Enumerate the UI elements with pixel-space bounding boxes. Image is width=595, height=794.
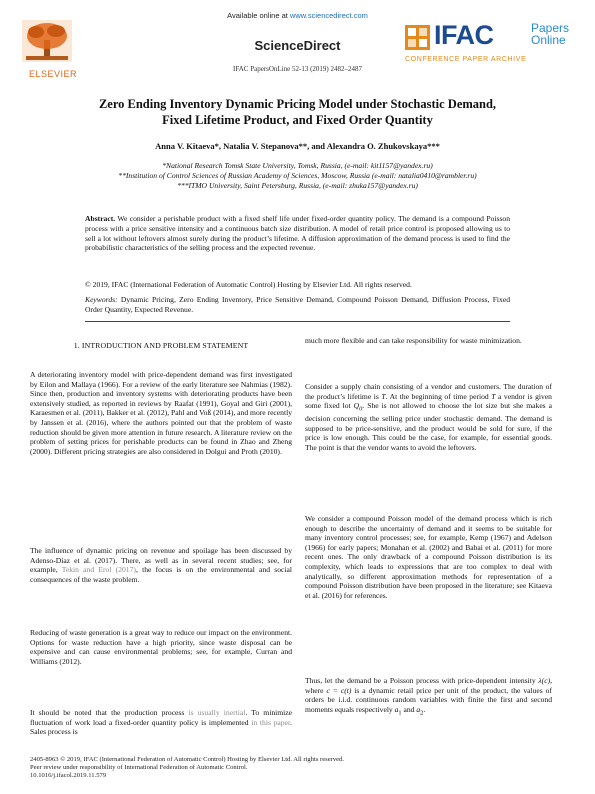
affiliation-2: **Institution of Control Sciences of Russian Academy of Sciences, Moscow, Russia (e-mail: natalia0410@rambler.ru) [118, 171, 477, 180]
highlighted-phrase-1: is usually inertial [188, 708, 246, 717]
left-column [30, 341, 292, 351]
section-heading: 1. INTRODUCTION AND PROBLEM STATEMENT [73, 341, 249, 350]
keywords [85, 295, 510, 315]
footer-peer-review: Peer review under responsibility of International Federation of Automatic Control. [30, 764, 248, 771]
ifac-emblem-icon [405, 25, 430, 50]
footer-copyright: 2405-8963 © 2019, IFAC (International Federation of Automatic Control) Hosting by Elsevier Ltd. All rights reserved. [30, 756, 345, 763]
keywords-text: Dynamic Pricing, Zero Ending Inventory, Price Sensitive Demand, Compound Poisson Demand, Diffusion Process, Fixed Order Quantity, Expected Revenue. [85, 295, 510, 314]
paper-title: Zero Ending Inventory Dynamic Pricing Model under Stochastic Demand, Fixed Lifetime Product, and Fixed Order Quantity [98, 97, 497, 127]
abstract-divider [85, 321, 510, 322]
footer-doi[interactable]: 10.1016/j.ifacol.2019.11.579 [30, 772, 107, 779]
left-paragraph-3: Reducing of waste generation is a great way to reduce our impact on the environment. Options for waste reduction have a high priority, since waste disposal can be expensive and can cause environmental problems; see, for example, Curran and Williams (2012). [30, 628, 292, 666]
abstract-text: We consider a perishable product with a fixed shelf life under fixed-order quantity policy. The demand is a compound Poisson process with a price sensitive intensity and a continuous batch size distribution. A model of retail price control is proposed allowing us to sell a lot without leftovers almost surely during the product’s lifetime. A diffusion approximation of the demand process is used to find the probabilistic characteristics of the selling process and the expected revenue. [85, 214, 510, 253]
keywords-label: Keywords: [85, 295, 118, 304]
available-online-line: Available online at www.sciencedirect.com [227, 11, 368, 20]
right-paragraph-3: Thus, let the demand be a Poisson process with price-dependent intensity λ(c), where c = c(t) is a dynamic retail price per unit of the product, the values of orders be i.i.d. continuous random variables with finite the first and second moments equals respectively $a_1$ and $a_2$. [305, 676, 552, 717]
abstract-copyright: © 2019, IFAC (International Federation of Automatic Control) Hosting by Elsevier Ltd. All rights reserved. [85, 280, 412, 289]
ifac-papersonline-logo [405, 22, 580, 68]
right-paragraph-2: We consider a compound Poisson model of the demand process which is rich enough to describe the uncertainty of demand and it seems to be suitable for many inventory control processes; see, for example, Kemp (1967) and Adelson (1966) for early papers; Monahan et al. (2002) and Babai et al. (2011) for more recent ones. The only drawback of a compound Poisson distribution is its complexity, which leads to expressions that are too complex to deal with analytically, so different approximation methods for representation of a compound Poisson distribution have been proposed in the literature; see Kitaeva et al. (2016) for references. [305, 514, 552, 600]
footer-info [30, 756, 570, 780]
highlighted-phrase-2: in this paper [251, 717, 291, 727]
right-paragraph-0: much more flexible and can take responsibility for waste minimization. [305, 336, 522, 345]
sciencedirect-link[interactable]: www.sciencedirect.com [289, 11, 368, 20]
abstract-label: Abstract. [85, 214, 116, 223]
conference-archive-tagline: CONFERENCE PAPER ARCHIVE [405, 56, 527, 63]
lot-symbol: $Q_0$ [353, 401, 363, 413]
sciencedirect-wordmark: ScienceDirect [254, 38, 341, 53]
highlighted-citation: Tekin and Erol (2017) [61, 565, 136, 575]
affiliations [20, 161, 575, 191]
journal-citation: IFAC PapersOnLine 52-13 (2019) 2482–2487 [233, 65, 362, 73]
left-paragraph-4: It should be noted that the production process is usually inertial. To minimize fluctuation of work load a fixed-order quantity policy is implemented in this paper. Sales process is [30, 708, 292, 737]
elsevier-wordmark: ELSEVIER [28, 69, 78, 79]
affiliation-3: ***ITMO University, Saint Petersburg, Russia, (e-mail: zhuka157@yandex.ru) [177, 181, 418, 190]
left-paragraph-1: A deteriorating inventory model with price-dependent demand was first investigated by Eilon and Mallaya (1966). For a review of the early literature see Nahmias (1982). Since then, production and inventory systems with deteriorating products have been extensively studied, as reported in reviews by Raafat (1991), Goyal and Giri (2001), Karaesmen et al. (2011), Bakker et al. (2012), Pahl and Voß (2014), and more recently by Janssen et al. (2016), where the authors pointed out that the problem of waste reduction should be given more attention in future research. A literature review on the problem of setting prices for perishable products can be found in Zhao and Zheng (2000). Different pricing strategies are also considered in Dolgui and Proth (2010). [30, 370, 292, 456]
papers-online-wordmark: Papers Online [531, 21, 570, 47]
left-paragraph-2: The influence of dynamic pricing on revenue and spoilage has been discussed by Adenso-Díaz et al. (2017). There, as well as in several recent studies; see, for example, Tekin and Erol (2017), the focus is on the environmental and social consequences of the waste problem. [30, 546, 292, 584]
affiliation-1: *National Research Tomsk State University, Tomsk, Russia, (e-mail: kit1157@yandex.ru) [162, 161, 433, 170]
right-paragraph-1: Consider a supply chain consisting of a vendor and customers. The duration of the product’s lifetime is T. At the beginning of time period T a vendor is given some fixed lot $Q_0$. She is not allowed to choose the lot size but she makes a decision concerning the selling price under stochastic demand. The demand is supposed to be price-sensitive, and the product would be sold for sure, if the price is low enough. This could be the case, for example, for essential goods. The point is that the vendor wants to avoid the leftovers. [305, 382, 553, 453]
ifac-wordmark: IFAC [434, 20, 494, 50]
abstract [85, 214, 510, 253]
author-list: Anna V. Kitaeva*, Natalia V. Stepanova**, and Alexandra O. Zhukovskaya*** [155, 141, 440, 151]
